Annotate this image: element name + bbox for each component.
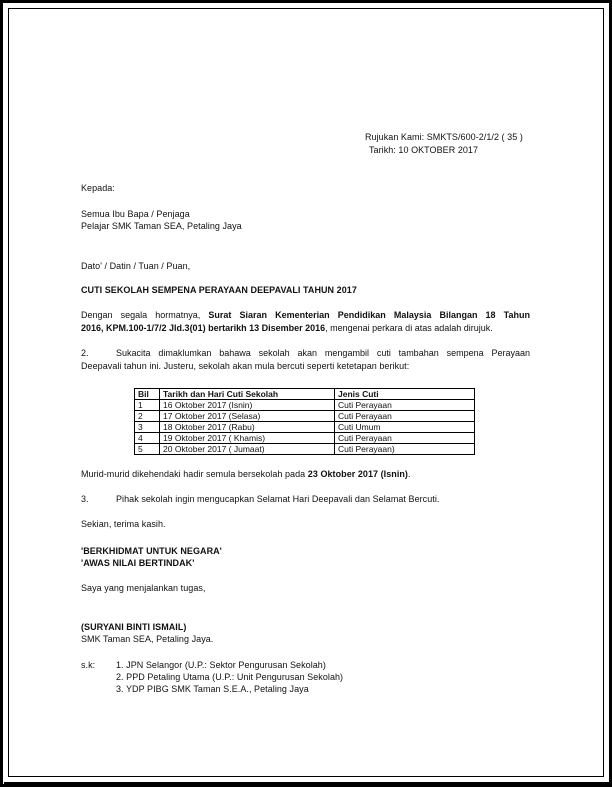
table-cell-bil: 1 <box>135 400 160 411</box>
cc-item: 1. JPN Selangor (U.P.: Sektor Pengurusan Sekolah) <box>116 660 326 670</box>
return-note-end: . <box>407 469 411 479</box>
reference-number: Rujukan Kami: SMKTS/600-2/1/2 ( 35 ) <box>365 132 523 142</box>
table-row <box>135 422 475 433</box>
table-cell-type: Cuti Perayaan <box>335 411 475 422</box>
table-header-date: Tarikh dan Hari Cuti Sekolah <box>160 389 335 400</box>
table-cell-type: Cuti Perayaan <box>335 433 475 444</box>
intro-text-a: Dengan segala hormatnya, <box>81 310 209 320</box>
cc-label: s.k: <box>81 660 96 670</box>
table-cell-type: Cuti Perayaan) <box>335 444 475 455</box>
table-header-type: Jenis Cuti <box>335 389 475 400</box>
sign-off: Saya yang menjalankan tugas, <box>81 583 206 593</box>
table-cell-date: 18 Oktober 2017 (Rabu) <box>160 422 335 433</box>
motto-1: 'BERKHIDMAT UNTUK NEGARA' <box>81 546 222 556</box>
table-cell-type: Cuti Umum <box>335 422 475 433</box>
table-header-bil: Bil <box>135 389 160 400</box>
closing: Sekian, terima kasih. <box>81 519 166 529</box>
intro-circular-ref: Surat Siaran Kementerian Pendidikan Malaysia Bilangan 18 Tahun <box>208 310 530 320</box>
table-cell-type: Cuti Perayaan <box>335 400 475 411</box>
signatory-name: (SURYANI BINTI ISMAIL) <box>81 622 187 632</box>
para2-line1-wrap <box>116 347 530 360</box>
recipient-line-2: Pelajar SMK Taman SEA, Petaling Jaya <box>81 221 242 231</box>
holiday-table <box>134 388 475 455</box>
to-label: Kepada: <box>81 183 115 193</box>
table-row <box>135 411 475 422</box>
table-row <box>135 444 475 455</box>
table-cell-date: 19 Oktober 2017 ( Khamis) <box>160 433 335 444</box>
salutation: Dato' / Datin / Tuan / Puan, <box>81 261 191 271</box>
table-cell-date: 16 Oktober 2017 (Isnin) <box>160 400 335 411</box>
signatory-org: SMK Taman SEA, Petaling Jaya. <box>81 634 214 644</box>
recipient-line-1: Semua Ibu Bapa / Penjaga <box>81 209 190 219</box>
table-cell-bil: 2 <box>135 411 160 422</box>
para3-text: Pihak sekolah ingin mengucapkan Selamat Hari Deepavali dan Selamat Bercuti. <box>116 494 440 504</box>
return-note-text: Murid-murid dikehendaki hadir semula bersekolah pada <box>81 469 308 479</box>
motto-2: 'AWAS NILAI BERTINDAK' <box>81 558 195 568</box>
table-cell-date: 20 Oktober 2017 ( Jumaat) <box>160 444 335 455</box>
para2-number: 2. <box>81 348 89 358</box>
intro-paragraph <box>81 309 530 335</box>
para2-line-2: Deepavali tahun ini. Justeru, sekolah akan mula bercuti seperti ketetapan berikut: <box>81 361 410 371</box>
return-note <box>81 469 411 480</box>
para2-line-1: Sukacita dimaklumkan bahawa sekolah akan mengambil cuti tambahan sempena Perayaan <box>116 348 530 358</box>
cc-item: 3. YDP PIBG SMK Taman S.E.A., Petaling Jaya <box>116 684 309 694</box>
table-row <box>135 433 475 444</box>
table-cell-bil: 4 <box>135 433 160 444</box>
letter-date: Tarikh: 10 OKTOBER 2017 <box>369 145 479 155</box>
table-cell-bil: 5 <box>135 444 160 455</box>
table-cell-bil: 3 <box>135 422 160 433</box>
table-row <box>135 400 475 411</box>
return-date: 23 Oktober 2017 (Isnin) <box>307 469 408 479</box>
intro-circular-ref-2: 2016, KPM.100-1/7/2 Jld.3(01) bertarikh 13 Disember 2016 <box>81 323 326 333</box>
table-header-row <box>135 389 475 400</box>
intro-text-b: , mengenai perkara di atas adalah dirujuk. <box>325 323 493 333</box>
letter-subject: CUTI SEKOLAH SEMPENA PERAYAAN DEEPAVALI TAHUN 2017 <box>81 285 357 295</box>
table-cell-date: 17 Oktober 2017 (Selasa) <box>160 411 335 422</box>
para3-number: 3. <box>81 494 89 504</box>
cc-item: 2. PPD Petaling Utama (U.P.: Unit Pengurusan Sekolah) <box>116 672 344 682</box>
